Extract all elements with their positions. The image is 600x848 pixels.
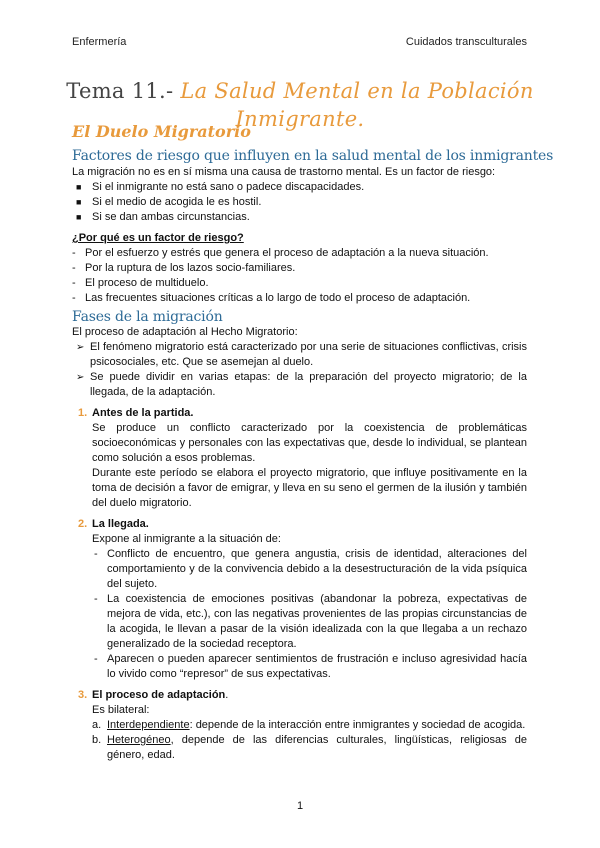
- section-title: El Duelo Migratorio: [72, 122, 251, 141]
- phase-intro: Es bilateral:: [92, 704, 150, 716]
- phase-paragraph: Durante este período se elabora el proyecto migratorio, que influye positivamente en la toma de decisión a favor de emigrar, y lleva en su seno el germen de la ilusión y también del duelo migratorio.: [92, 467, 527, 509]
- list-item: ■ Si el medio de acogida le es hostil.: [72, 195, 527, 210]
- list-item: ➢ Se puede dividir en varias etapas: de la preparación del proyecto migratorio; de la llegada, de la adaptación.: [72, 370, 527, 400]
- list-item: - Las frecuentes situaciones críticas a lo largo de todo el proceso de adaptación.: [72, 291, 527, 306]
- risk-list: [72, 180, 527, 225]
- reasons-list: [72, 246, 527, 306]
- list-item: ■ Si se dan ambas circunstancias.: [72, 210, 527, 225]
- item-term: Interdependiente: [107, 719, 190, 731]
- list-item: - Por el esfuerzo y estrés que genera el proceso de adaptación a la nueva situación.: [72, 246, 527, 261]
- item-term: Heterogéneo: [107, 734, 171, 746]
- phase-intro: Expone al inmigrante a la situación de:: [92, 533, 281, 545]
- heading-fases: Fases de la migración: [72, 309, 223, 325]
- arrow-list: [72, 340, 527, 400]
- adaptation-list: [72, 718, 527, 763]
- phase-number: 1.: [78, 407, 88, 419]
- phase-title: El proceso de adaptación: [92, 689, 226, 701]
- item-text: : depende de la interacción entre inmigrantes y sociedad de acogida.: [189, 719, 526, 731]
- list-item: - Aparecen o pueden aparecer sentimientos de frustración e incluso agresividad hacía lo vivido como “represor” de sus expectativas.: [92, 652, 527, 682]
- header-subject: Enfermería: [72, 36, 127, 48]
- item-letter: b.: [92, 734, 102, 746]
- phase-title-end: .: [225, 689, 229, 701]
- fases-intro: El proceso de adaptación al Hecho Migratorio:: [72, 326, 298, 338]
- phase-paragraph: Se produce un conflicto caracterizado por la coexistencia de problemáticas socioeconómicas y personales con las expectativas que, desde lo individual, se plantean como solución a esos problemas.: [92, 422, 527, 464]
- title-text: La Salud Mental en la Población Inmigrante.: [180, 79, 534, 131]
- list-item: [92, 733, 527, 763]
- phase-2: [72, 517, 527, 547]
- item-text: , depende de las diferencias culturales, lingüísticas, religiosas de género, edad.: [107, 734, 527, 761]
- fases-block: [72, 325, 527, 763]
- list-item: ➢ El fenómeno migratorio está caracterizado por una serie de situaciones conflictivas, crisis psicosociales, etc. Que se asemejan al duelo.: [72, 340, 527, 370]
- question-heading: ¿Por qué es un factor de riesgo?: [72, 232, 244, 244]
- list-item: - La coexistencia de emociones positivas (abandonar la pobreza, expectativas de mejora de vida, etc.), con las negativas provenientes de las propias circunstancias de la acogida, le llevan a pasar de la visión idealizada con la que llegaba a un rechazo generalizado de la sociedad receptora.: [92, 592, 527, 652]
- list-item: ■ Si el inmigrante no está sano o padece discapacidades.: [72, 180, 527, 195]
- phase-number: 2.: [78, 518, 88, 530]
- phase-3: [72, 688, 527, 718]
- page-number: 1: [296, 800, 304, 812]
- phase-title: Antes de la partida.: [92, 407, 194, 419]
- header-course: Cuidados transculturales: [405, 36, 527, 48]
- list-item: - Conflicto de encuentro, que genera angustia, crisis de identidad, alteraciones del comportamiento y de la convivencia debido a la desestructuración de la vida psíquica del sujeto.: [92, 547, 527, 592]
- item-letter: a.: [92, 719, 102, 731]
- heading-factores: Factores de riesgo que influyen en la salud mental de los inmigrantes: [72, 148, 554, 164]
- factores-block: [72, 165, 527, 306]
- phase-title: La llegada.: [92, 518, 149, 530]
- list-item: - El proceso de multiduelo.: [72, 276, 527, 291]
- list-item: - Por la ruptura de los lazos socio-familiares.: [72, 261, 527, 276]
- list-item: [92, 718, 527, 733]
- title-number: Tema 11.-: [66, 79, 181, 103]
- phase-1: [72, 406, 527, 511]
- factores-intro: La migración no es en sí misma una causa de trastorno mental. Es un factor de riesgo:: [72, 166, 496, 178]
- phase-number: 3.: [78, 689, 88, 701]
- arrival-list: [72, 547, 527, 682]
